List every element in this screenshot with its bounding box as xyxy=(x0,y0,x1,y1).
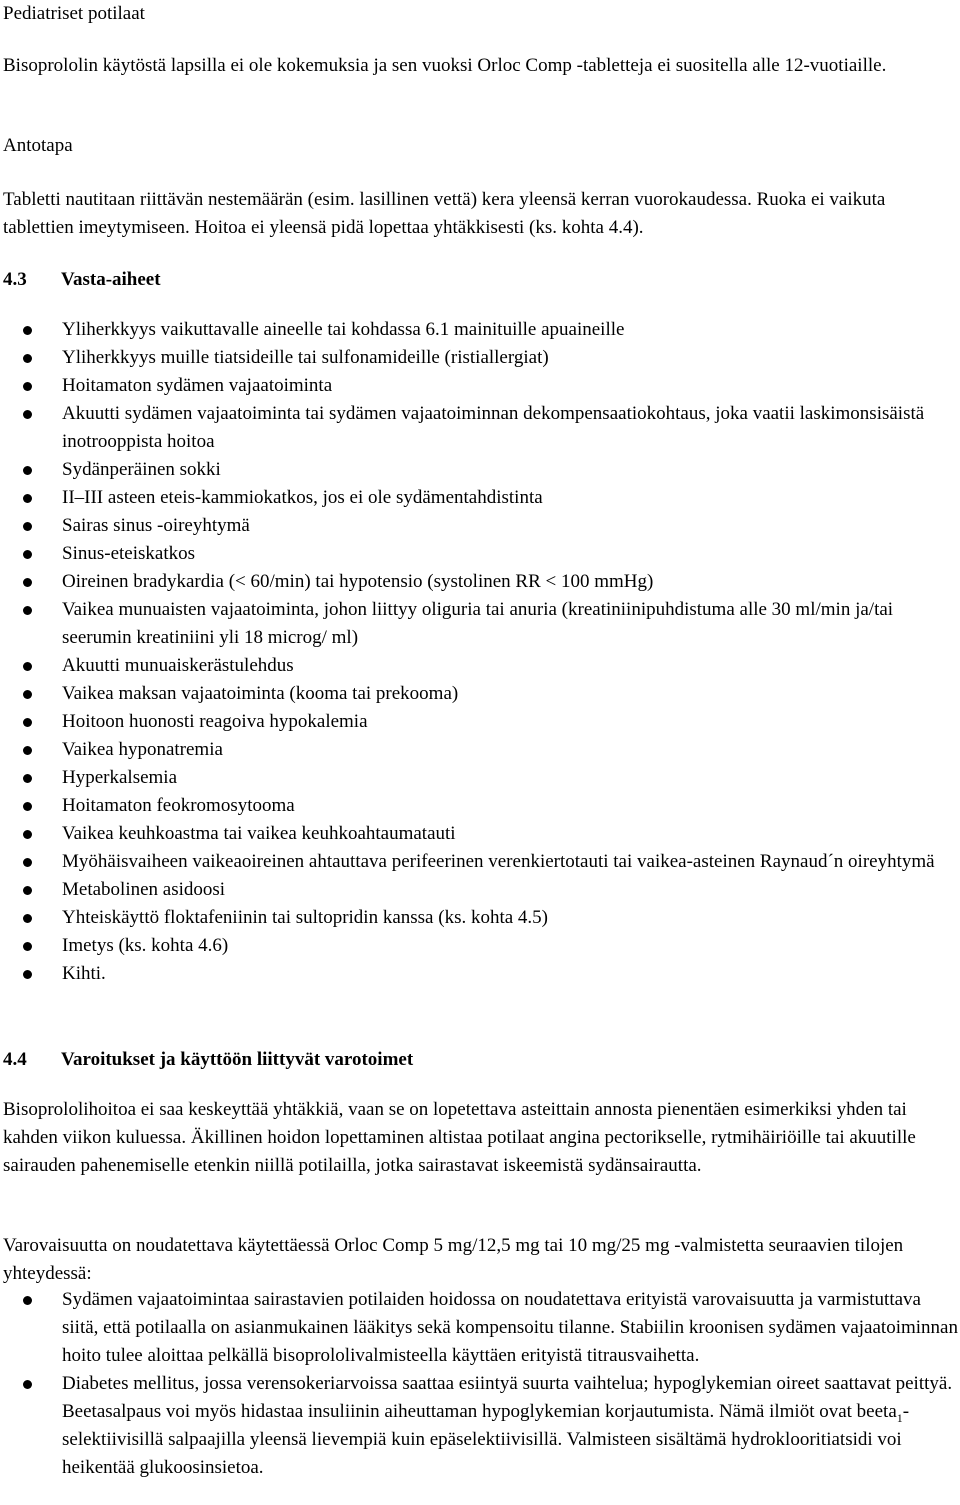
list-item: Kihti. xyxy=(0,960,960,988)
bullet-icon xyxy=(23,830,32,839)
list-item: Yliherkkyys vaikuttavalle aineelle tai kohdassa 6.1 mainituille apuaineille xyxy=(0,316,960,344)
bullet-icon xyxy=(23,914,32,923)
list-item: Vaikea keuhkoastma tai vaikea keuhkoahtaumatauti xyxy=(0,820,960,848)
bullet-icon xyxy=(23,718,32,727)
list-item: Yhteiskäyttö floktafeniinin tai sultopridin kanssa (ks. kohta 4.5) xyxy=(0,904,960,932)
list-item: Sydänperäinen sokki xyxy=(0,456,960,484)
bullet-icon xyxy=(23,1296,32,1305)
list-item: Akuutti sydämen vajaatoiminta tai sydämen vajaatoiminnan dekompensaatiokohtaus, joka vaatii laskimonsisäistä inotrooppista hoitoa xyxy=(0,400,960,456)
list-item: Hyperkalsemia xyxy=(0,764,960,792)
contraindications-list xyxy=(0,316,960,988)
bullet-icon xyxy=(23,942,32,951)
list-item: Diabetes mellitus, jossa verensokeriarvoissa saattaa esiintyä suurta vaihtelua; hypoglykemian oireet saattavat peittyä. Beetasalpaus voi myös hidastaa insuliinin aiheuttaman hypoglykemian korjautumista. Nämä ilmiöt ovat beeta$_1$-selektiivisillä salpaajilla yleensä lievempiä kuin epäselektiivisillä. Valmisteen sisältämä hydroklooritiatsidi voi heikentää glukoosinsietoa. xyxy=(0,1370,960,1482)
list-item: Vaikea hyponatremia xyxy=(0,736,960,764)
list-item: II–III asteen eteis-kammiokatkos, jos ei ole sydämentahdistinta xyxy=(0,484,960,512)
pediatric-text: Bisoprololin käytöstä lapsilla ei ole kokemuksia ja sen vuoksi Orloc Comp -tabletteja ei suositella alle 12-vuotiaille. xyxy=(3,55,887,76)
bullet-icon xyxy=(23,970,32,979)
pediatric-heading: Pediatriset potilaat xyxy=(3,3,145,24)
bullet-icon xyxy=(23,746,32,755)
list-item: Yliherkkyys muille tiatsideille tai sulfonamideille (ristiallergiat) xyxy=(0,344,960,372)
list-item: Myöhäisvaiheen vaikeaoireinen ahtauttava perifeerinen verenkiertotauti tai vaikea-asteinen Raynaud´n oireyhtymä xyxy=(0,848,960,876)
bullet-icon xyxy=(23,382,32,391)
list-item: Sydämen vajaatoimintaa sairastavien potilaiden hoidossa on noudatettava erityistä varovaisuutta ja varmistuttava siitä, että potilaalla on asianmukainen lääkitys sekä kompensoitu tilanne. Stabiilin kroonisen sydämen vajaatoiminnan hoito tulee aloittaa pelkällä bisoprololivalmisteella käyttäen erityistä titrausvaihetta. xyxy=(0,1286,960,1370)
bullet-icon xyxy=(23,466,32,475)
bullet-icon xyxy=(23,774,32,783)
bullet-icon xyxy=(23,550,32,559)
list-item: Metabolinen asidoosi xyxy=(0,876,960,904)
list-item: Vaikea munuaisten vajaatoiminta, johon liittyy oliguria tai anuria (kreatiniinipuhdistuma alle 30 ml/min ja/tai seerumin kreatiniini yli 18 microg/ ml) xyxy=(0,596,960,652)
section-4-3-heading xyxy=(3,266,161,294)
bullet-icon xyxy=(23,578,32,587)
list-item: Sairas sinus -oireyhtymä xyxy=(0,512,960,540)
bullet-icon xyxy=(23,494,32,503)
section-4-3-number: 4.3 xyxy=(3,269,27,290)
bullet-icon xyxy=(23,858,32,867)
list-item: Hoitamaton feokromosytooma xyxy=(0,792,960,820)
bullet-icon xyxy=(23,606,32,615)
bullet-icon xyxy=(23,326,32,335)
list-item: Sinus-eteiskatkos xyxy=(0,540,960,568)
list-item: Oireinen bradykardia (< 60/min) tai hypotensio (systolinen RR < 100 mmHg) xyxy=(0,568,960,596)
bullet-icon xyxy=(23,354,32,363)
list-item: Akuutti munuaiskerästulehdus xyxy=(0,652,960,680)
list-item: Vaikea maksan vajaatoiminta (kooma tai prekooma) xyxy=(0,680,960,708)
bullet-icon xyxy=(23,802,32,811)
section-4-4-number: 4.4 xyxy=(3,1049,27,1070)
bullet-icon xyxy=(23,522,32,531)
bullet-icon xyxy=(23,662,32,671)
section-4-3-title: Vasta-aiheet xyxy=(61,269,161,290)
list-item: Imetys (ks. kohta 4.6) xyxy=(0,932,960,960)
list-item: Hoitoon huonosti reagoiva hypokalemia xyxy=(0,708,960,736)
list-item: Hoitamaton sydämen vajaatoiminta xyxy=(0,372,960,400)
section-4-4-title: Varoitukset ja käyttöön liittyvät varotoimet xyxy=(61,1049,414,1070)
section-4-4-paragraph-2: Varovaisuutta on noudatettava käytettäessä Orloc Comp 5 mg/12,5 mg tai 10 mg/25 mg -valmistetta seuraavien tilojen yhteydessä: xyxy=(3,1235,904,1284)
section-4-4-paragraph-1: Bisoprololihoitoa ei saa keskeyttää yhtäkkiä, vaan se on lopetettava asteittain annosta pienentäen esimerkiksi yhden tai kahden viikon kuluessa. Äkillinen hoidon lopettaminen altistaa potilaat angina pectorikselle, rytmihäiriöille tai akuutille sairauden pahenemiselle etenkin niillä potilailla, jotka sairastavat iskeemistä sydänsairautta. xyxy=(3,1099,916,1176)
bullet-icon xyxy=(23,410,32,419)
administration-heading: Antotapa xyxy=(3,135,73,156)
section-4-4-heading xyxy=(3,1046,413,1074)
bullet-icon xyxy=(23,690,32,699)
bullet-icon xyxy=(23,1380,32,1389)
precautions-list xyxy=(0,1286,960,1482)
administration-text: Tabletti nautitaan riittävän nestemäärän (esim. lasillinen vettä) kera yleensä kerran vuorokaudessa. Ruoka ei vaikuta tablettien imeytymiseen. Hoitoa ei yleensä pidä lopettaa yhtäkkisesti (ks. kohta 4.4). xyxy=(3,189,886,238)
bullet-icon xyxy=(23,886,32,895)
